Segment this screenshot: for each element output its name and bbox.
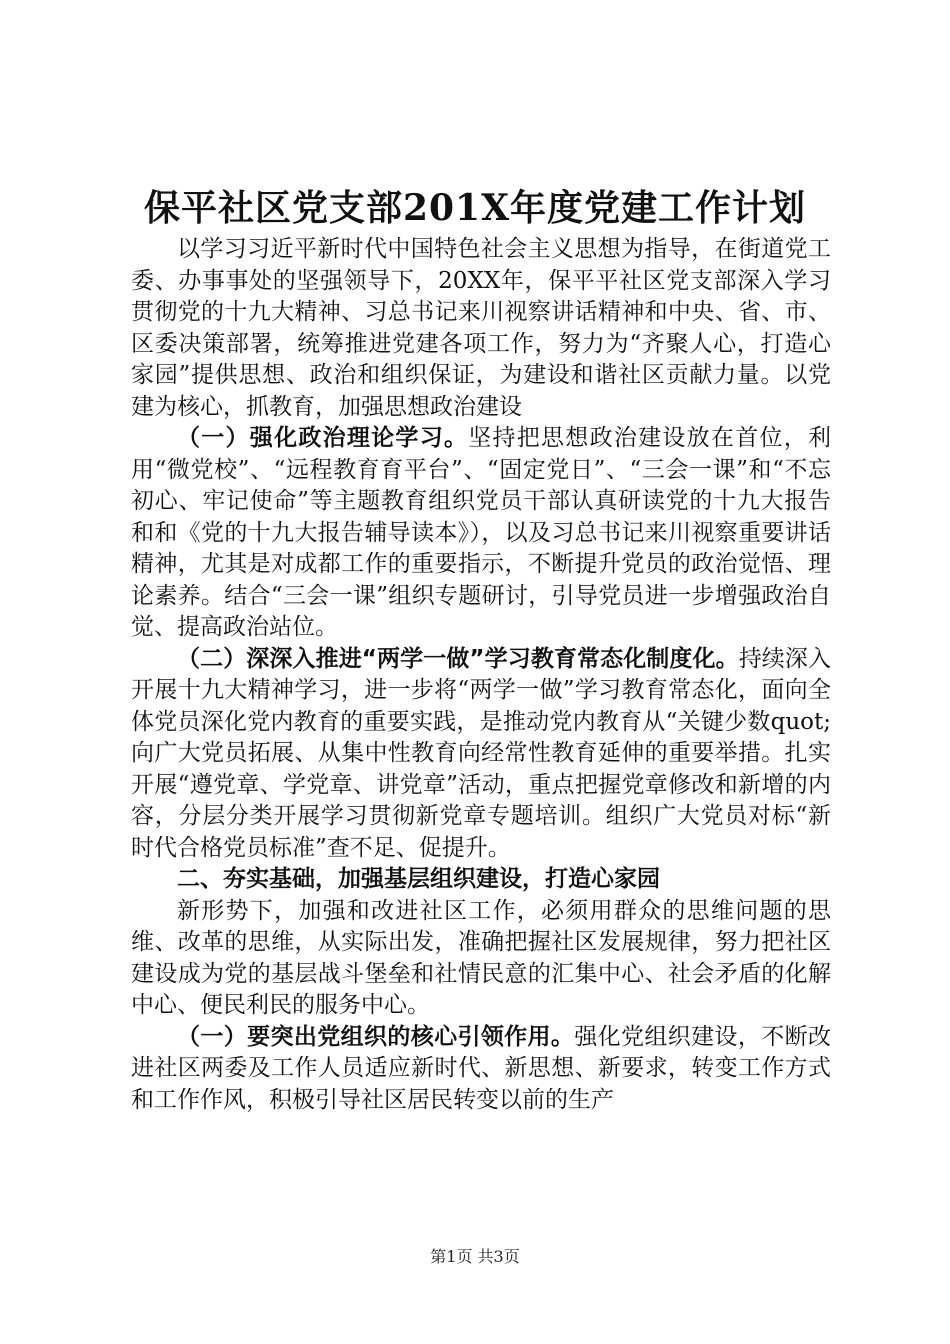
document-title: 保平社区党支部201X年度党建工作计划 <box>143 187 807 229</box>
paragraph-text: 强化党组织建设，不断改进社区两委及工作人员适应新时代、新思想、新要求，转变工作方式和工作作风，积极引导社区居民转变以前的生产 <box>131 1023 832 1113</box>
paragraph-text: 以学习习近平新时代中国特色社会主义思想为指导，在街道党工委、办事事处的坚强领导下，20XX年，保平平社区党支部深入学习贯彻党的十九大精神、习总书记来川视察讲话精神和中央、省、市、区委决策部署，统筹推进党建各项工作，努力为“齐聚人心，打造心家园”提供思想、政治和组织保证，为建设和谐社区贡献力量。以党建为核心，抓教育，加强思想政治建设 <box>131 236 831 420</box>
page-number-footer: 第1页 共3页 <box>430 1247 520 1266</box>
paragraph-text: 持续深入开展十九大精神学习，进一步将“两学一做”学习教育常态化，面向全体党员深化党内教育的重要实践，是推动党内教育从“关键少数quot;向广大党员拓展、从集中性教育向经常性教育延伸的重要举措。扎实开展“遵党章、学党章、讲党章”活动，重点把握党章修改和新增的内容，分层分类开展学习贯彻新党章专题培训。组织广大党员对标“新时代合格党员标准”查不足、促提升。 <box>131 645 831 861</box>
subsection-heading: （二）深深入推进“两学一做”学习教育常态化制度化。 <box>177 645 739 672</box>
paragraph-two-learn-one-do <box>131 644 831 865</box>
paragraph-text: 新形势下，加强和改进社区工作，必须用群众的思维问题的思维、改革的思维，从实际出发，准确把握社区发展规律，努力把社区建设成为党的基层战斗堡垒和社情民意的汇集中心、社会矛盾的化解中心、便民利民的服务中心。 <box>131 897 831 1018</box>
paragraph-text: 坚持把思想政治建设放在首位，利用“微党校”、“远程教育育平台”、“固定党日”、“三会一课”和“不忘初心、牢记使命”等主题教育组织党员干部认真研读党的十九大报告和和《党的十九大报告辅导读本》），以及习总书记来川视察重要讲话精神，尤其是对成都工作的重要指示，不断提升党员的政治觉悟、理论素养。结合“三会一课”组织专题研讨，引导党员进一步增强政治自觉、提高政治站位。 <box>131 425 832 640</box>
section-two-heading: 二、夯实基础，加强基层组织建设，打造心家园 <box>177 866 660 892</box>
intro-paragraph <box>131 234 831 423</box>
paragraph-community-work <box>131 896 831 1022</box>
subsection-heading: （一）要突出党组织的核心引领作用。 <box>177 1023 575 1050</box>
document-body <box>131 234 831 1116</box>
subsection-heading: （一）强化政治理论学习。 <box>177 425 469 451</box>
paragraph-core-leadership <box>131 1022 831 1117</box>
paragraph-political-study <box>131 423 831 644</box>
